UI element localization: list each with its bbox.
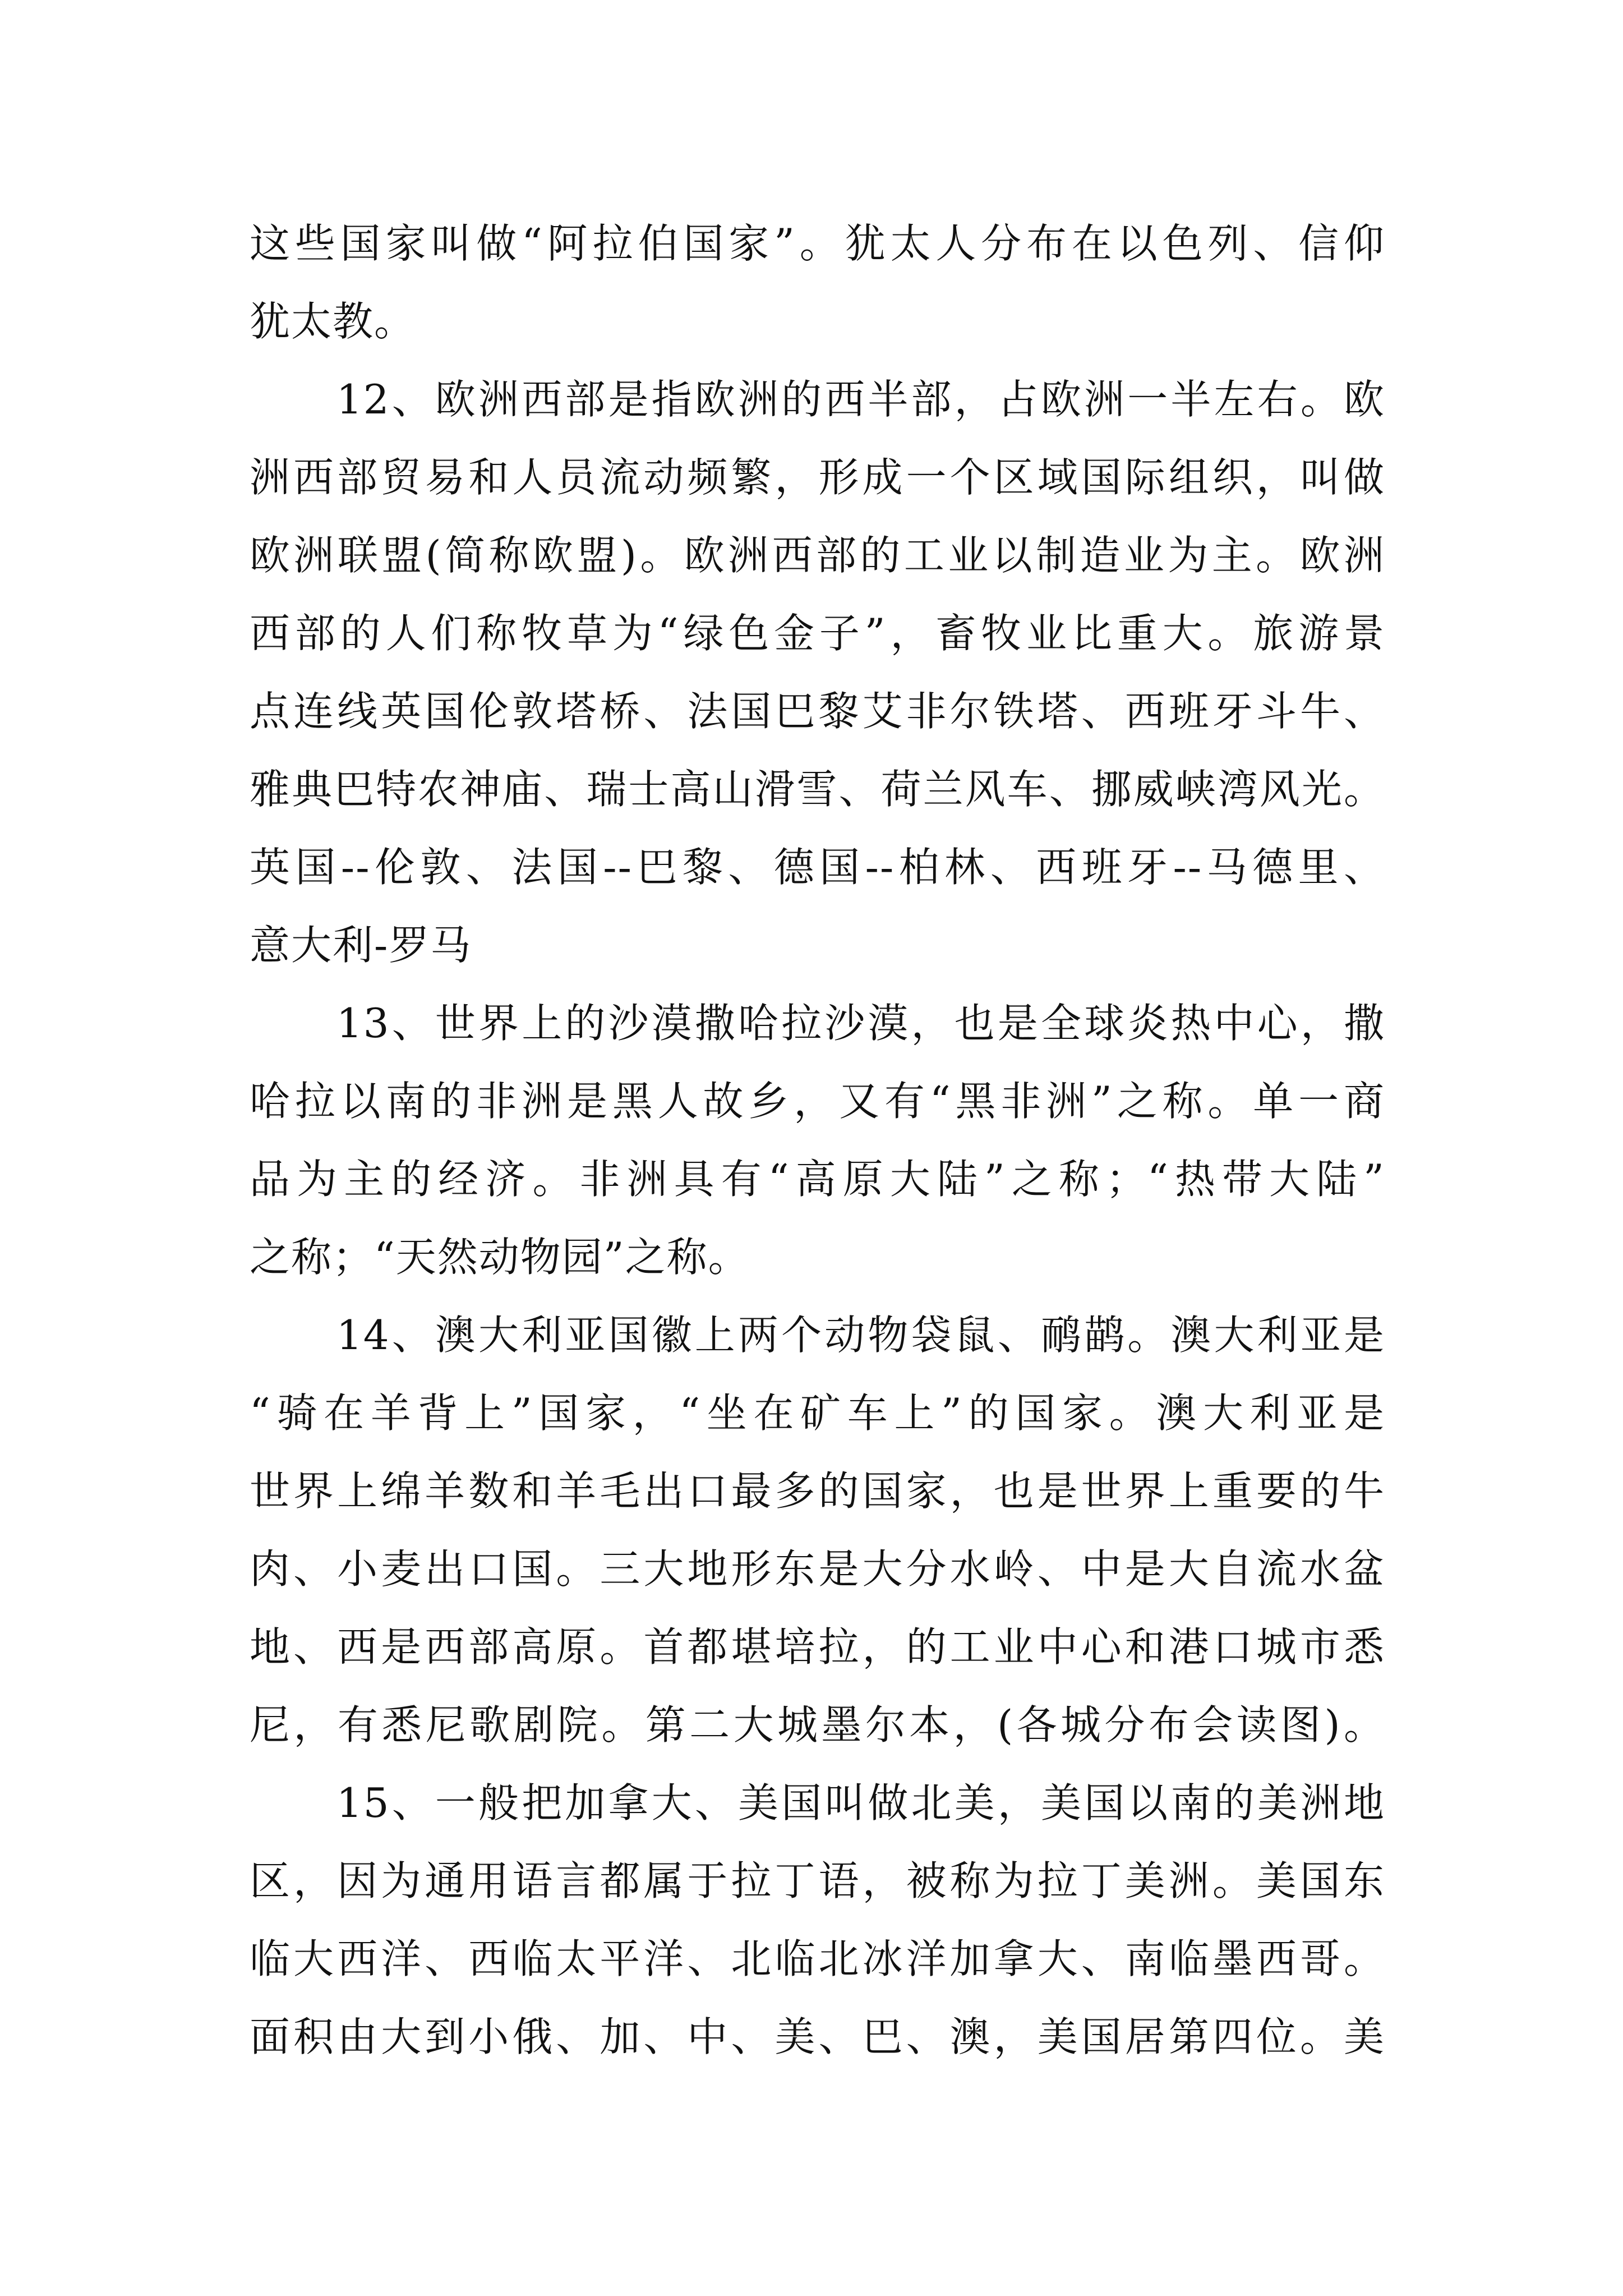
text-line: 尼，有悉尼歌剧院。第二大城墨尔本，(各城分布会读图)。 bbox=[250, 1701, 1385, 1749]
text-line: 英国--伦敦、法国--巴黎、德国--柏林、西班牙--马德里、 bbox=[250, 844, 1385, 891]
paragraph-first-line: 14、澳大利亚国徽上两个动物袋鼠、鸸鹋。澳大利亚是 bbox=[336, 1312, 1385, 1359]
text-line: 点连线英国伦敦塔桥、法国巴黎艾非尔铁塔、西班牙斗牛、 bbox=[250, 688, 1385, 735]
text-line: 区，因为通用语言都属于拉丁语，被称为拉丁美洲。美国东 bbox=[250, 1857, 1385, 1904]
text-line: 品为主的经济。非洲具有“高原大陆”之称；“热带大陆” bbox=[250, 1156, 1385, 1203]
paragraph-first-line: 12、欧洲西部是指欧洲的西半部，占欧洲一半左右。欧 bbox=[336, 376, 1385, 423]
text-line: 之称；“天然动物园”之称。 bbox=[250, 1234, 750, 1281]
text-line: 西部的人们称牧草为“绿色金子”，畜牧业比重大。旅游景 bbox=[250, 610, 1385, 657]
text-line: 欧洲联盟(简称欧盟)。欧洲西部的工业以制造业为主。欧洲 bbox=[250, 532, 1385, 579]
text-line: 地、西是西部高原。首都堪培拉，的工业中心和港口城市悉 bbox=[250, 1623, 1385, 1671]
text-line: 犹太教。 bbox=[250, 298, 416, 345]
paragraph-first-line: 15、一般把加拿大、美国叫做北美，美国以南的美洲地 bbox=[336, 1779, 1385, 1826]
text-line: 雅典巴特农神庙、瑞士高山滑雪、荷兰风车、挪威峡湾风光。 bbox=[250, 766, 1385, 813]
document-body bbox=[250, 205, 1385, 2076]
text-line: 哈拉以南的非洲是黑人故乡，又有“黑非洲”之称。单一商 bbox=[250, 1078, 1385, 1125]
text-line: 面积由大到小俄、加、中、美、巴、澳，美国居第四位。美 bbox=[250, 2013, 1385, 2060]
text-line: 临大西洋、西临太平洋、北临北冰洋加拿大、南临墨西哥。 bbox=[250, 1935, 1385, 1982]
text-line: 洲西部贸易和人员流动频繁，形成一个区域国际组织，叫做 bbox=[250, 454, 1385, 501]
text-line: “骑在羊背上”国家，“坐在矿车上”的国家。澳大利亚是 bbox=[250, 1389, 1385, 1437]
text-line: 世界上绵羊数和羊毛出口最多的国家，也是世界上重要的牛 bbox=[250, 1467, 1385, 1515]
paragraph-first-line: 13、世界上的沙漠撒哈拉沙漠，也是全球炎热中心，撒 bbox=[336, 1000, 1385, 1047]
text-line: 肉、小麦出口国。三大地形东是大分水岭、中是大自流水盆 bbox=[250, 1545, 1385, 1593]
text-line: 意大利-罗马 bbox=[250, 922, 472, 969]
text-line: 这些国家叫做“阿拉伯国家”。犹太人分布在以色列、信仰 bbox=[250, 220, 1385, 267]
